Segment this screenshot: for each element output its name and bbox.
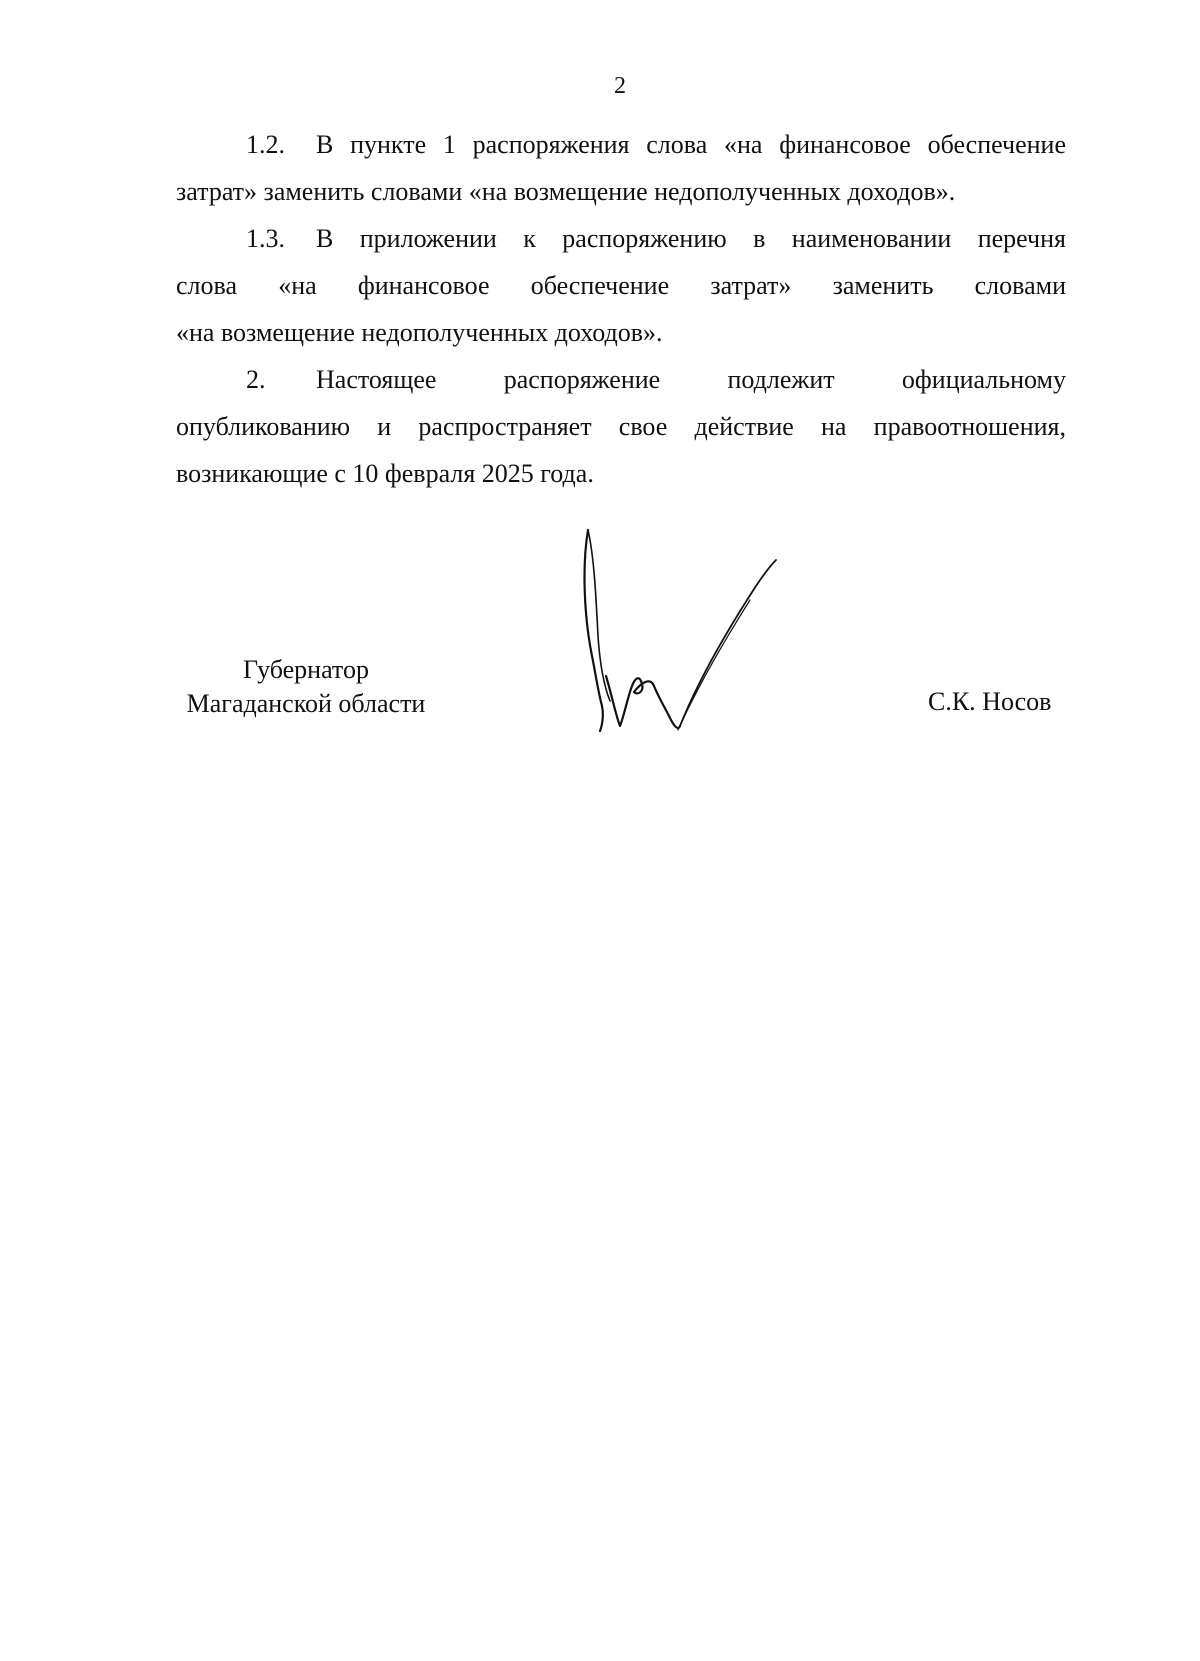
- page-number: 2: [614, 73, 626, 99]
- handwritten-signature: [580, 526, 810, 756]
- paragraph-text: В пункте 1 распоряжения слова «на финансовое обеспечение: [316, 130, 1066, 159]
- signatory-title: [176, 654, 436, 720]
- signatory-name: С.К. Носов: [928, 687, 1052, 716]
- paragraph-2-line-3: возникающие с 10 февраля 2025 года.: [176, 459, 594, 488]
- paragraph-1-3-line-3: «на возмещение недополученных доходов».: [176, 318, 663, 347]
- paragraph-1-2-line-2: затрат» заменить словами «на возмещение недополученных доходов».: [176, 177, 956, 206]
- paragraph-1-3-line-2: слова «на финансовое обеспечение затрат» заменить словами: [176, 271, 1066, 300]
- paragraph-text: Настоящее распоряжение подлежит официальному: [316, 365, 1066, 394]
- paragraph-number: 2.: [246, 365, 266, 394]
- signatory-title-line-2: Магаданской области: [186, 689, 426, 718]
- paragraph-2-line-2: опубликованию и распространяет свое действие на правоотношения,: [176, 412, 1066, 441]
- paragraph-text: В приложении к распоряжению в наименовании перечня: [316, 224, 1066, 253]
- paragraph-number: 1.3.: [246, 224, 285, 253]
- paragraph-number: 1.2.: [246, 130, 285, 159]
- signatory-title-line-1: Губернатор: [243, 655, 369, 684]
